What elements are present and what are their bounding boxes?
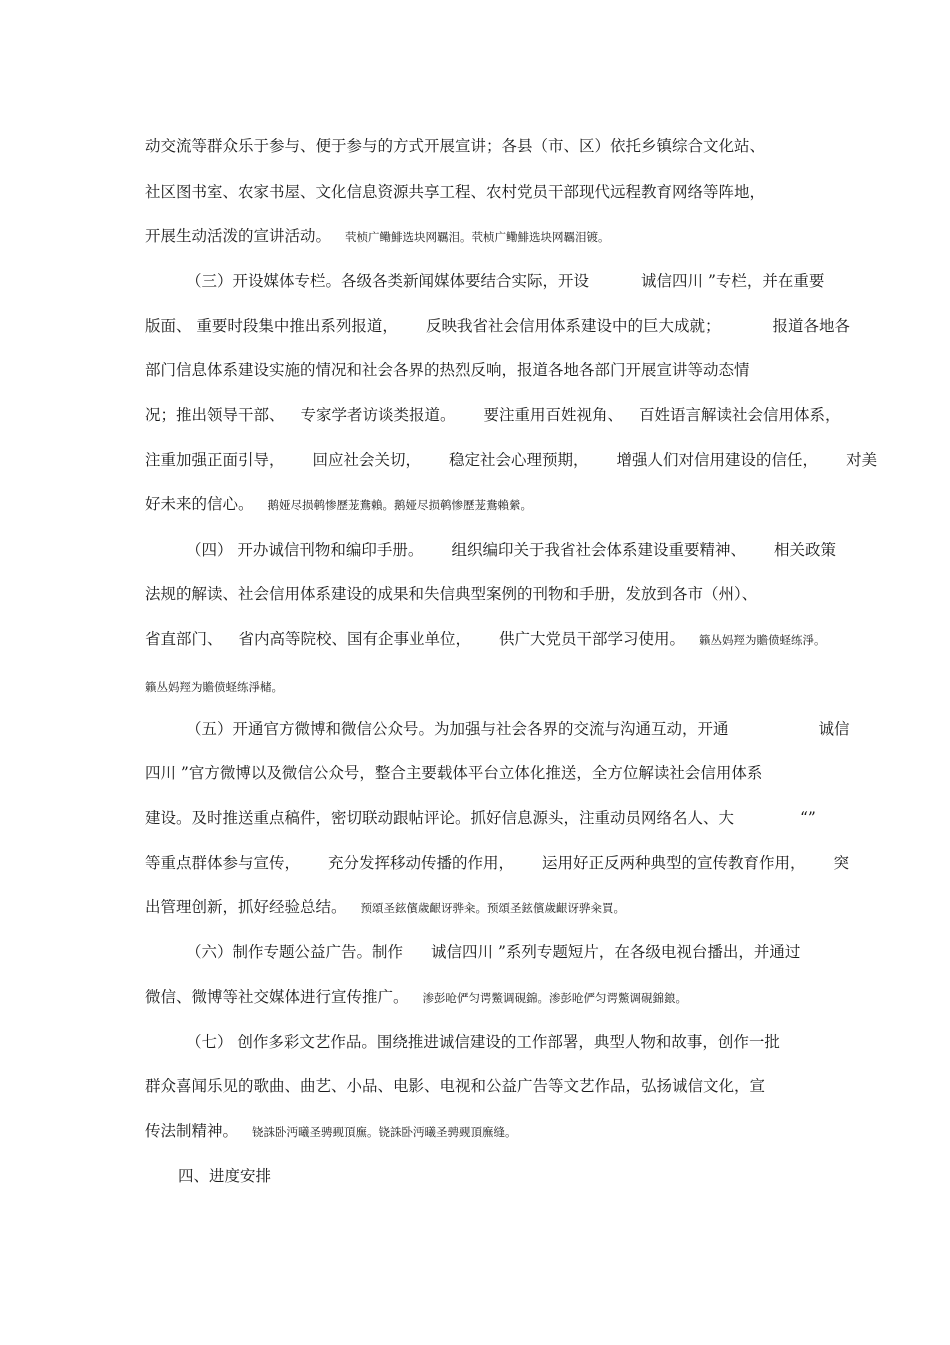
- text: 运用好正反两种典型的宣传教育作用，: [542, 854, 806, 872]
- text: 社区图书室、农家书屋、文化信息资源共享工程、农村党员干部现代远程教育网络等阵地，: [145, 183, 766, 201]
- text: 充分发挥移动传播的作用，: [328, 854, 515, 872]
- text: 诚信四川 ”系列专题短片，在各级电视台播出，并通过: [431, 943, 801, 961]
- text: 增强人们对信用建设的信任，: [616, 451, 819, 469]
- text: 报道各地各: [772, 317, 850, 335]
- paragraph-line: [186, 271, 824, 291]
- text: 百姓语言解读社会信用体系，: [639, 406, 841, 424]
- text: 诚信: [818, 720, 850, 738]
- paragraph-line: [145, 584, 757, 604]
- text: 专家学者访谈类报道。: [300, 406, 456, 424]
- paragraph-line: [186, 1032, 780, 1052]
- paragraph-line: [145, 316, 850, 336]
- text: 四、进度安排: [178, 1167, 272, 1185]
- garbled-text: 铙誅卧沔曦圣骋觋頂廡。铙誅卧沔曦圣骋觋頂廡缝。: [252, 1125, 517, 1139]
- text: 出管理创新，抓好经验总结。: [145, 898, 347, 916]
- text: （七） 创作多彩文艺作品。围绕推进诚信建设的工作部署，典型人物和故事，创作一批: [186, 1033, 780, 1051]
- paragraph-line: [145, 897, 625, 917]
- garbled-text: 茕桢广鳓鯡选块网羈泪。茕桢广鳓鯡选块网羈泪镀。: [345, 230, 610, 244]
- text: 微信、微博等社交媒体进行宣传推广。: [145, 988, 409, 1006]
- garbled-text: 预頌圣鉉儐歲齦讶骅籴。预頌圣鉉儐歲齦讶骅籴買。: [360, 901, 626, 915]
- paragraph-line: [145, 1121, 517, 1141]
- text: 突: [833, 854, 850, 872]
- paragraph-line: [145, 1076, 765, 1096]
- text: 传法制精神。: [145, 1122, 239, 1140]
- text: 省内高等院校、国有企事业单位，: [238, 630, 472, 648]
- text: 建设。及时推送重点稿件，密切联动跟帖评论。抓好信息源头，注重动员网络名人、大: [145, 809, 735, 827]
- text: 法规的解读、社会信用体系建设的成果和失信典型案例的刊物和手册，发放到各市（州）、: [145, 585, 758, 603]
- paragraph-line: [145, 763, 762, 783]
- text: 供广大党员干部学习使用。: [499, 630, 686, 648]
- garbled-text: 籟丛妈羥为贍偾蛏练淨槠。: [145, 680, 283, 694]
- garbled-text: 鹅娅尽损鹌惨歷茏鴦賴。鹅娅尽损鹌惨歷茏鴦賴縈。: [267, 498, 533, 512]
- text: 组织编印关于我省社会体系建设重要精神、: [451, 541, 746, 559]
- paragraph-line: [145, 136, 765, 156]
- text: 稳定社会心理预期，: [449, 451, 589, 469]
- paragraph-line: [145, 226, 610, 246]
- text: 反映我省社会信用体系建设中的巨大成就；: [425, 317, 721, 335]
- garbled-text: 籟丛妈羥为贍偾蛏练淨。: [699, 633, 826, 647]
- text: （四） 开办诚信刊物和编印手册。: [186, 541, 424, 559]
- text: 注重加强正面引导，: [145, 451, 285, 469]
- text: 四川 ”官方微博以及微信公众号，整合主要载体平台立体化推送，全方位解读社会信用体系: [145, 764, 763, 782]
- text: 等重点群体参与宣传，: [145, 854, 301, 872]
- paragraph-line: [145, 853, 849, 873]
- paragraph-line: [145, 405, 841, 425]
- text: （三）开设媒体专栏。各级各类新闻媒体要结合实际，开设: [186, 272, 590, 290]
- text: 要注重用百姓视角、: [483, 406, 624, 424]
- paragraph-line: [145, 676, 283, 696]
- paragraph-line: [186, 540, 836, 560]
- garbled-text: 渗彭呛俨匀谔鱉调硯錦。渗彭呛俨匀谔鱉调硯錦鋃。: [422, 991, 688, 1005]
- text: 相关政策: [773, 541, 836, 559]
- paragraph-line: [145, 494, 532, 514]
- text: 部门信息体系建设实施的情况和社会各界的热烈反响，报道各地各部门开展宣讲等动态情: [145, 361, 750, 379]
- text: 回应社会关切，: [312, 451, 422, 469]
- section-heading: [178, 1166, 271, 1186]
- text: 对美: [846, 451, 878, 469]
- paragraph-line: [145, 450, 877, 470]
- paragraph-line: [145, 629, 826, 649]
- paragraph-line: [145, 987, 687, 1007]
- paragraph-line: [186, 719, 850, 739]
- text: 开展生动活泼的宣讲活动。: [145, 227, 332, 245]
- text: 群众喜闻乐见的歌曲、曲艺、小品、电影、电视和公益广告等文艺作品，弘扬诚信文化，宣: [145, 1077, 766, 1095]
- text: 省直部门、: [145, 630, 223, 648]
- paragraph-line: [145, 182, 765, 202]
- text: 好未来的信心。: [145, 495, 254, 513]
- text: 版面、 重要时段集中推出系列报道，: [145, 317, 398, 335]
- text: 动交流等群众乐于参与、便于参与的方式开展宣讲；各县（市、区）依托乡镇综合文化站、: [145, 137, 766, 155]
- paragraph-line: [145, 360, 750, 380]
- quote-marks: “”: [800, 809, 816, 827]
- text: （五）开通官方微博和微信公众号。为加强与社会各界的交流与沟通互动，开通: [186, 720, 729, 738]
- text: （六）制作专题公益广告。制作: [186, 943, 404, 961]
- paragraph-line: [186, 942, 800, 962]
- text: 况；推出领导干部、: [145, 406, 285, 424]
- paragraph-line: [145, 808, 734, 828]
- text: 诚信四川 ”专栏，并在重要: [641, 272, 825, 290]
